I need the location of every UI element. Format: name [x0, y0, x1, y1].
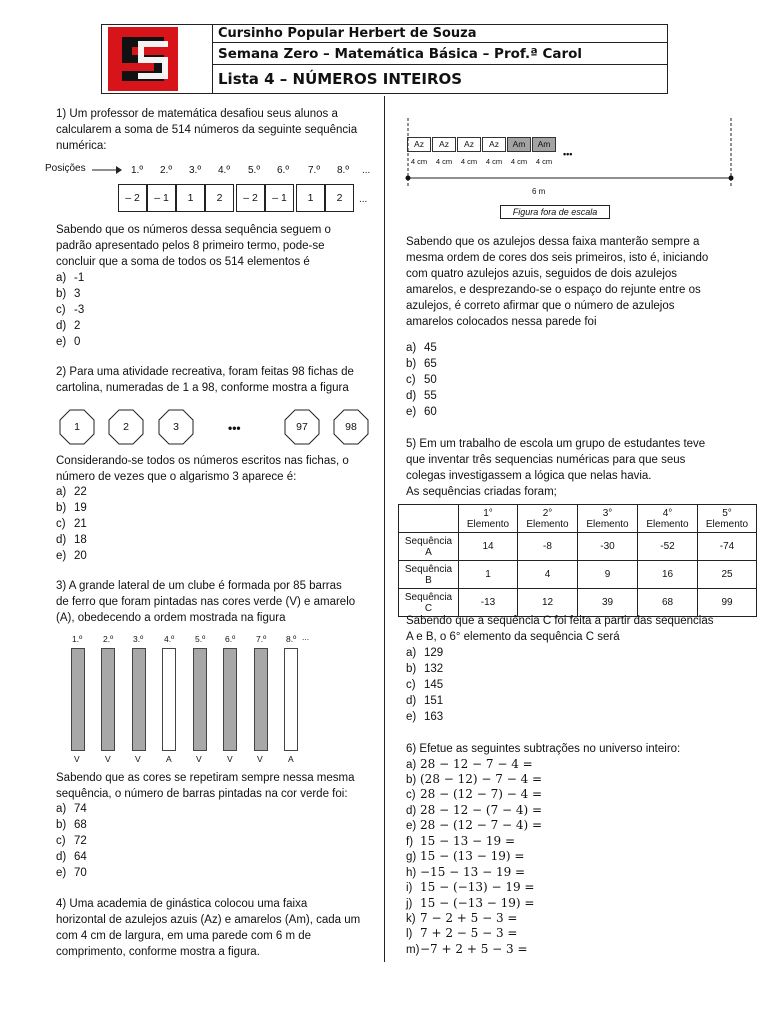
- tile-yellow: Am: [532, 137, 556, 152]
- wall-length-label: 6 m: [532, 187, 546, 196]
- bar-yellow: [162, 648, 176, 751]
- q1-body: padrão apresentado pelos 8 primeiro termo, pode-se: [56, 240, 325, 252]
- bar-position: 6.º: [225, 634, 236, 644]
- sequence-cell: – 1: [265, 184, 294, 212]
- sequence-cell: – 1: [147, 184, 176, 212]
- arrow-right-icon: [92, 165, 122, 175]
- bar-position: 5.º: [195, 634, 206, 644]
- table-cell: 16: [638, 561, 698, 589]
- q2-line: 2) Para uma atividade recreativa, foram feitas 98 fichas de: [56, 366, 354, 378]
- tile-blue: Az: [432, 137, 456, 152]
- q3-body: sequência, o número de barras pintadas na cor verde foi:: [56, 788, 348, 800]
- tile-blue: Az: [482, 137, 506, 152]
- cursinho-logo: [108, 27, 178, 91]
- answer-option: b) 65: [406, 358, 437, 370]
- positions-label: Posições: [45, 163, 86, 174]
- subtraction-item: i) 15 − (−13) − 19 =: [406, 880, 535, 894]
- q5-line: que inventar três sequencias numéricas para que seus: [406, 454, 686, 466]
- tile-width-label: 4 cm: [410, 157, 428, 166]
- answer-option: b) 132: [406, 663, 444, 675]
- subtraction-item: c) 28 − (12 − 7) − 4 =: [406, 787, 543, 801]
- tile-width-label: 4 cm: [435, 157, 453, 166]
- answer-option: c) 145: [406, 679, 444, 691]
- bar-color-label: A: [288, 754, 294, 764]
- bar-green: [223, 648, 237, 751]
- answer-option: a) 129: [406, 647, 444, 659]
- header-school-name: Cursinho Popular Herbert de Souza: [212, 25, 667, 43]
- logo-cell: [102, 25, 213, 93]
- position-label: 7.º: [308, 165, 320, 176]
- table-row: [399, 561, 757, 589]
- bar-green: [71, 648, 85, 751]
- octagon-card: 3: [158, 409, 194, 445]
- q5-line: colegas investigassem a lógica que nelas havia.: [406, 470, 652, 482]
- bar-position: 3.º: [133, 634, 144, 644]
- q4-body: amarelos, e desprezando-se o espaço do rejunte entre os: [406, 284, 701, 296]
- q2-body: número de vezes que o algarismo 3 aparece é:: [56, 471, 297, 483]
- q1-body: Sabendo que os números dessa sequência seguem o: [56, 224, 331, 236]
- tile-blue: Az: [407, 137, 431, 152]
- tile-width-label: 4 cm: [510, 157, 528, 166]
- header-course: Semana Zero – Matemática Básica – Prof.ª Carol: [212, 43, 667, 65]
- answer-option: b) 3: [56, 288, 81, 300]
- octagon-card: 1: [59, 409, 95, 445]
- answer-option: e) 0: [56, 336, 81, 348]
- q1-body: concluir que a soma de todos os 514 elementos é: [56, 256, 310, 268]
- position-label: 8.º: [337, 165, 349, 176]
- row-label: Sequência B: [399, 561, 459, 589]
- q4-body: com quatro azulejos azuis, seguidos de dois azulejos: [406, 268, 678, 280]
- answer-option: d) 55: [406, 390, 437, 402]
- octagon-card: 2: [108, 409, 144, 445]
- bar-green: [254, 648, 268, 751]
- row-label: Sequência C: [399, 589, 459, 617]
- answer-option: a) -1: [56, 272, 85, 284]
- answer-option: c) 72: [56, 835, 87, 847]
- bar-color-label: V: [105, 754, 111, 764]
- position-label: 3.º: [189, 165, 201, 176]
- bar-color-label: V: [227, 754, 233, 764]
- table-cell: 25: [698, 561, 757, 589]
- subtraction-item: l) 7 + 2 − 5 − 3 =: [406, 926, 518, 940]
- sequence-cell: 1: [176, 184, 205, 212]
- table-cell: 39: [578, 589, 638, 617]
- bar-color-label: V: [135, 754, 141, 764]
- q3-body: Sabendo que as cores se repetiram sempre nessa mesma: [56, 772, 355, 784]
- table-header-cell: 4° Elemento: [638, 505, 698, 533]
- table-cell: 1: [459, 561, 518, 589]
- table-header-cell: 2° Elemento: [518, 505, 578, 533]
- table-cell: 4: [518, 561, 578, 589]
- q3-line: de ferro que foram pintadas nas cores verde (V) e amarelo: [56, 596, 356, 608]
- row-label: Sequência A: [399, 533, 459, 561]
- table-cell: 9: [578, 561, 638, 589]
- subtraction-item: m)−7 + 2 + 5 − 3 =: [406, 942, 528, 956]
- position-label: 2.º: [160, 165, 172, 176]
- q2-body: Considerando-se todos os números escritos nas fichas, o: [56, 455, 349, 467]
- octagon-card: 98: [333, 409, 369, 445]
- sequence-cell: 2: [205, 184, 234, 212]
- bar-yellow: [284, 648, 298, 751]
- answer-option: a) 45: [406, 342, 437, 354]
- answer-option: a) 22: [56, 486, 87, 498]
- position-label: 4.º: [218, 165, 230, 176]
- q1-line: 1) Um professor de matemática desafiou seus alunos a: [56, 108, 338, 120]
- q5-line: 5) Em um trabalho de escola um grupo de estudantes teve: [406, 438, 706, 450]
- sequence-cell: 2: [325, 184, 354, 212]
- table-cell: 14: [459, 533, 518, 561]
- subtraction-item: b) (28 − 12) − 7 − 4 =: [406, 772, 543, 786]
- tiles-ellipsis: •••: [563, 149, 573, 159]
- q4-line: horizontal de azulejos azuis (Az) e amarelos (Am), cada um: [56, 914, 361, 926]
- answer-option: e) 163: [406, 711, 444, 723]
- table-cell: -52: [638, 533, 698, 561]
- table-cell: -30: [578, 533, 638, 561]
- position-label: ...: [362, 165, 371, 176]
- subtraction-item: g) 15 − (13 − 19) =: [406, 849, 525, 863]
- bar-green: [193, 648, 207, 751]
- answer-option: d) 2: [56, 320, 81, 332]
- tile-width-label: 4 cm: [485, 157, 503, 166]
- subtraction-item: f) 15 − 13 − 19 =: [406, 834, 516, 848]
- q4-line: comprimento, conforme mostra a figura.: [56, 946, 260, 958]
- q2-line: cartolina, numeradas de 1 a 98, conforme mostra a figura: [56, 382, 349, 394]
- q3-line: (A), obedecendo a ordem mostrada na figura: [56, 612, 286, 624]
- q5-line: As sequências criadas foram;: [406, 486, 557, 498]
- q5-body: Sabendo que a sequência C foi feita a partir das sequencias: [406, 615, 714, 627]
- q4-body: mesma ordem de cores dos seis primeiros, isto é, iniciando: [406, 252, 709, 264]
- answer-option: c) 50: [406, 374, 437, 386]
- answer-option: d) 151: [406, 695, 444, 707]
- table-header-cell: 3° Elemento: [578, 505, 638, 533]
- table-header-cell: 5° Elemento: [698, 505, 757, 533]
- sequences-table: [398, 504, 757, 617]
- document-header: [101, 24, 668, 94]
- q3-line: 3) A grande lateral de um clube é formada por 85 barras: [56, 580, 342, 592]
- bar-position: 4.º: [164, 634, 175, 644]
- sequence-ellipsis: ...: [359, 194, 368, 205]
- figure-caption: Figura fora de escala: [500, 205, 610, 219]
- bar-color-label: V: [196, 754, 202, 764]
- bar-green: [132, 648, 146, 751]
- answer-option: b) 19: [56, 502, 87, 514]
- subtraction-item: k) 7 − 2 + 5 − 3 =: [406, 911, 518, 925]
- table-cell: -13: [459, 589, 518, 617]
- answer-option: c) 21: [56, 518, 87, 530]
- column-divider: [384, 96, 385, 962]
- table-row: [399, 533, 757, 561]
- answer-option: d) 18: [56, 534, 87, 546]
- tile-blue: Az: [457, 137, 481, 152]
- answer-option: e) 20: [56, 550, 87, 562]
- tile-width-label: 4 cm: [535, 157, 553, 166]
- subtraction-item: e) 28 − (12 − 7 − 4) =: [406, 818, 543, 832]
- answer-option: b) 68: [56, 819, 87, 831]
- table-header-row: [399, 505, 757, 533]
- position-label: 6.º: [277, 165, 289, 176]
- bar-position: 1.º: [72, 634, 83, 644]
- q4-body: azulejos, é correto afirmar que o número de azulejos: [406, 300, 675, 312]
- bar-position: 8.º: [286, 634, 297, 644]
- table-cell: 12: [518, 589, 578, 617]
- sequence-cell: – 2: [236, 184, 265, 212]
- subtraction-item: h) −15 − 13 − 19 =: [406, 865, 526, 879]
- q4-line: 4) Uma academia de ginástica colocou uma faixa: [56, 898, 308, 910]
- sequence-cell: 1: [296, 184, 325, 212]
- bar-color-label: V: [74, 754, 80, 764]
- octagon-card: 97: [284, 409, 320, 445]
- subtraction-item: a) 28 − 12 − 7 − 4 =: [406, 757, 533, 771]
- answer-option: d) 64: [56, 851, 87, 863]
- table-header-cell: 1° Elemento: [459, 505, 518, 533]
- subtraction-item: j) 15 − (−13 − 19) =: [406, 896, 535, 910]
- tile-yellow: Am: [507, 137, 531, 152]
- position-label: 5.º: [248, 165, 260, 176]
- table-corner: [399, 505, 459, 533]
- answer-option: c) -3: [56, 304, 85, 316]
- q1-line: calcularem a soma de 514 números da seguinte sequência: [56, 124, 358, 136]
- q4-body: Sabendo que os azulejos dessa faixa manterão sempre a: [406, 236, 700, 248]
- bar-green: [101, 648, 115, 751]
- bar-position: 7.º: [256, 634, 267, 644]
- header-list-title: Lista 4 – NÚMEROS INTEIROS: [218, 70, 463, 88]
- q1-line: numérica:: [56, 140, 107, 152]
- table-cell: -8: [518, 533, 578, 561]
- answer-option: e) 70: [56, 867, 87, 879]
- table-cell: -74: [698, 533, 757, 561]
- bar-color-label: A: [166, 754, 172, 764]
- answer-option: a) 74: [56, 803, 87, 815]
- q5-body: A e B, o 6° elemento da sequência C será: [406, 631, 620, 643]
- q4-line: com 4 cm de largura, em uma parede com 6 m de: [56, 930, 312, 942]
- tile-width-label: 4 cm: [460, 157, 478, 166]
- table-cell: 68: [638, 589, 698, 617]
- sequence-cell: – 2: [118, 184, 147, 212]
- bar-position: ...: [302, 632, 310, 642]
- cards-ellipsis: •••: [228, 421, 241, 435]
- position-label: 1.º: [131, 165, 143, 176]
- subtraction-item: d) 28 − 12 − (7 − 4) =: [406, 803, 543, 817]
- bar-color-label: V: [257, 754, 263, 764]
- table-cell: 99: [698, 589, 757, 617]
- q4-body: amarelos colocados nessa parede foi: [406, 316, 597, 328]
- answer-option: e) 60: [406, 406, 437, 418]
- q6-line: 6) Efetue as seguintes subtrações no universo inteiro:: [406, 743, 681, 755]
- bar-position: 2.º: [103, 634, 114, 644]
